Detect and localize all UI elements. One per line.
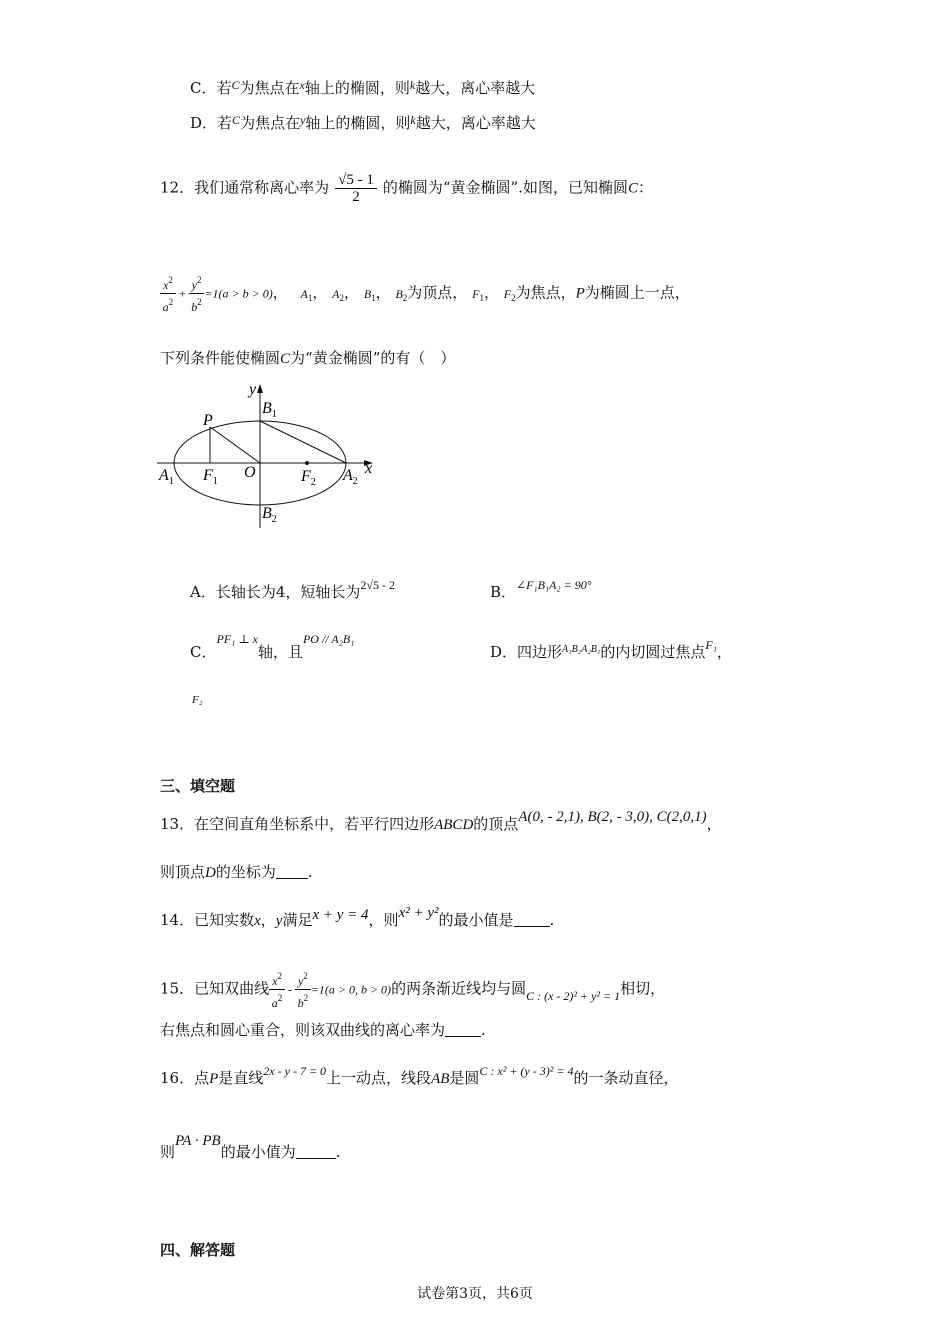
label-a1: $A_1$	[159, 467, 174, 487]
ellipse-figure	[155, 380, 385, 530]
q12-question: 下列条件能使椭圆C为“黄金椭圆”的有（ ）	[160, 349, 456, 367]
q12-option-b: B．$^{\angle F_1B_1A_2 = 90^\circ}$	[490, 578, 592, 601]
answer-blank[interactable]	[445, 1022, 481, 1037]
q11-option-c: C．若$^C$为焦点在$^x$轴上的椭圆，则$^k$越大，离心率越大	[190, 78, 536, 97]
label-p: P	[203, 412, 213, 429]
q12-option-d: D．四边形$^{A_1B_2A_2B_1}$的内切圆过焦点$^{F_1}$，	[490, 638, 732, 661]
label-x: x	[365, 460, 373, 477]
y-axis-arrow	[257, 384, 263, 393]
y2-over-b2: $\frac{y^2}{b^2}$	[189, 272, 205, 315]
section-3-title: 三、填空题	[160, 777, 236, 795]
label-a2: $A_2$	[343, 467, 358, 487]
focus-f2-dot	[305, 461, 309, 465]
segment-b1-a2	[260, 421, 346, 463]
answer-blank[interactable]	[514, 912, 550, 927]
q14-line: 14．已知实数x，y满足x + y = 4，则x² + y²的最小值是 .	[160, 905, 555, 929]
label-o: O	[244, 464, 256, 481]
q15-line2: 右焦点和圆心重合，则该双曲线的离心率为 .	[160, 1021, 486, 1039]
q12-option-d-f2: F₂	[192, 694, 203, 706]
q12-option-c: C．$^{PF_1 \perp x}$轴，且$^{PO // A_2B_1}$	[190, 632, 355, 661]
q13-line1: 13．在空间直角坐标系中，若平行四边形ABCD的顶点A(0, - 2,1), B(2, - 3,0), C(2,0,1)，	[160, 809, 722, 833]
segment-p-o	[210, 427, 260, 463]
page-footer: 试卷第3页，共6页	[417, 1286, 533, 1302]
q12-ellipse-line: $\frac{x^2}{a^2}$ + $\frac{y^2}{b^2}$ =1(a > b > 0)， $A_1$， $A_2$， $B_1$， $B_2$为顶点， $F_1$， $F_2$为焦点，P为椭圆上一点，	[160, 272, 690, 315]
label-y: y	[249, 381, 257, 398]
q15-line1: 15．已知双曲线 $\frac{x^2}{a^2}$ - $\frac{y^2}{b^2}$ =1(a > 0, b > 0)的两条渐近线均与圆$_{C : (x - 2)^2 + y^2 = 1}$相切，	[160, 968, 665, 1011]
q12-option-a: A．长轴长为4，短轴长为$^{2√5 - 2}$	[190, 578, 395, 601]
answer-blank[interactable]	[296, 1144, 336, 1159]
label-f1: $F_1$	[203, 467, 218, 487]
label-b1: $B_1$	[262, 400, 277, 420]
x2-over-a2: $\frac{x^2}{a^2}$	[160, 272, 176, 315]
q11-option-d: D．若$^C$为焦点在$^y$轴上的椭圆，则$^k$越大，离心率越大	[190, 113, 536, 132]
golden-ratio-fraction: $\frac{√5 - 1}{2}$	[335, 172, 377, 205]
q16-line2: 则PA · PB的最小值为 .	[160, 1133, 341, 1161]
q16-line1: 16．点P是直线$^{2x - y - 7 = 0}$上一动点，线段AB是圆$^{C : x^2 + (y - 3)^2 = 4}$的一条动直径，	[160, 1064, 679, 1087]
answer-blank[interactable]	[276, 864, 308, 879]
label-f2: $F_2$	[301, 468, 316, 488]
q13-line2: 则顶点D的坐标为 .	[160, 863, 313, 881]
q12-intro: 12．我们通常称离心率为 $\frac{√5 - 1}{2}$ 的椭圆为“黄金椭圆”.如图，已知椭圆C：	[160, 172, 653, 205]
section-4-title: 四、解答题	[160, 1241, 236, 1259]
label-b2: $B_2$	[262, 505, 277, 525]
